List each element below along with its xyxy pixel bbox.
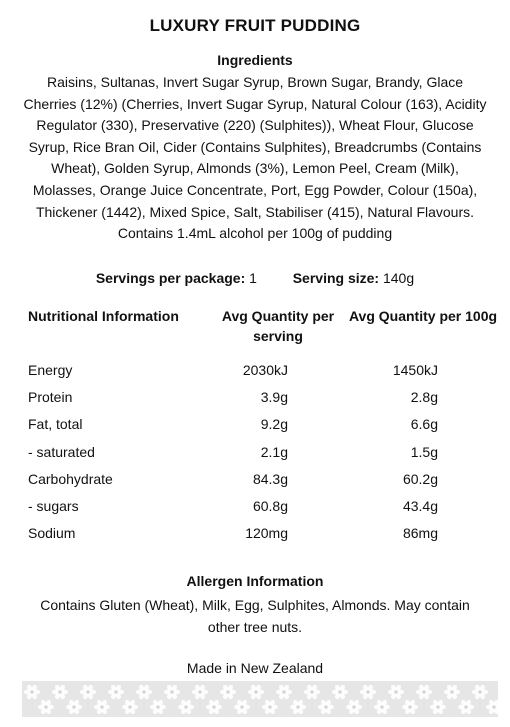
table-row [28, 465, 498, 492]
flower-icon [262, 699, 278, 715]
flower-icon [360, 684, 376, 700]
column-header-per-serving: Avg Quantity per serving [221, 308, 335, 344]
flower-icon [486, 699, 498, 715]
nutrition-header-row [28, 306, 498, 356]
flower-icon [374, 699, 390, 715]
table-row [28, 411, 498, 438]
flower-icon [332, 684, 348, 700]
per-serving-value: 9.2g [260, 416, 288, 433]
flower-icon [318, 699, 334, 715]
flower-icon [402, 699, 418, 715]
flower-icon [52, 684, 68, 700]
nutrient-name: Carbohydrate [28, 470, 113, 487]
servings-per-package-value: 1 [249, 270, 257, 286]
nutrient-name: - sugars [28, 498, 79, 515]
allergen-heading: Allergen Information [186, 573, 324, 589]
flower-icon [192, 684, 208, 700]
flower-icon [304, 684, 320, 700]
flower-icon [94, 699, 110, 715]
nutrient-name: - saturated [28, 443, 95, 460]
flower-icon [136, 684, 152, 700]
per-100g-value: 1.5g [410, 443, 438, 460]
nutrient-name: Fat, total [28, 416, 83, 433]
ingredients-text: Raisins, Sultanas, Invert Sugar Syrup, Brown Sugar, Brandy, Glace Cherries (12%) (Cherries, Invert Sugar Syrup, Natural Colour (163), Acidity Regulator (330), Preservative (220) (Sulphites)), Wheat Flour, Glucose Syrup, Rice Bran Oil, Cider (Contains Sulphites), Breadcrumbs (Contains Wheat), Golden Syrup, Almonds (3%), Lemon Peel, Cream (Milk), Molasses, Orange Juice Concentrate, Port, Egg Powder, Colour (150a), Thickener (1442), Mixed Spice, Salt, Stabiliser (415), Natural Flavours. Contains 1.4mL alcohol per 100g of pudding [23, 74, 487, 242]
flower-icon [346, 699, 362, 715]
table-row [28, 438, 498, 465]
per-100g-value: 86mg [402, 525, 438, 542]
serving-size-value: 140g [382, 270, 415, 286]
flower-icon [80, 684, 96, 700]
product-title: LUXURY FRUIT PUDDING [149, 16, 361, 35]
table-row [28, 383, 498, 410]
per-100g-value: 1450kJ [392, 361, 438, 378]
flower-icon [164, 684, 180, 700]
table-row [28, 492, 498, 519]
flower-icon [234, 699, 250, 715]
column-header-per-100g: Avg Quantity per 100g [348, 308, 498, 324]
flower-icon [24, 684, 40, 700]
serving-size-label: Serving size: [292, 270, 380, 286]
nutrient-name: Energy [28, 361, 73, 378]
per-serving-value: 120mg [245, 525, 288, 542]
flower-icon [108, 684, 124, 700]
per-100g-value: 43.4g [402, 498, 438, 515]
flower-icon [276, 684, 292, 700]
allergen-text: Contains Gluten (Wheat), Milk, Egg, Sulphites, Almonds. May contain other tree nuts. [40, 597, 470, 635]
flower-icon [430, 699, 446, 715]
country-of-origin: Made in New Zealand [186, 660, 324, 676]
flower-icon [220, 684, 236, 700]
per-100g-value: 60.2g [402, 470, 438, 487]
flower-icon [290, 699, 306, 715]
ingredients-heading: Ingredients [217, 52, 293, 68]
per-serving-value: 3.9g [260, 388, 288, 405]
per-serving-value: 60.8g [252, 498, 288, 515]
flower-icon [178, 699, 194, 715]
flower-icon [472, 684, 488, 700]
decorative-floral-border [22, 681, 498, 717]
per-100g-value: 2.8g [410, 388, 438, 405]
nutrient-name: Protein [28, 388, 73, 405]
flower-icon [206, 699, 222, 715]
flower-icon [122, 699, 138, 715]
flower-icon [416, 684, 432, 700]
table-row [28, 520, 498, 547]
flower-icon [444, 684, 460, 700]
per-serving-value: 84.3g [252, 470, 288, 487]
flower-icon [66, 699, 82, 715]
flower-pattern [22, 681, 498, 717]
per-serving-value: 2030kJ [242, 361, 288, 378]
flower-icon [458, 699, 474, 715]
per-serving-value: 2.1g [260, 443, 288, 460]
servings-per-package-label: Servings per package: [95, 270, 246, 286]
per-100g-value: 6.6g [410, 416, 438, 433]
flower-icon [388, 684, 404, 700]
flower-icon [248, 684, 264, 700]
column-header-nutritional-information: Nutritional Information [28, 308, 179, 324]
table-row [28, 356, 498, 383]
servings-line [0, 270, 510, 286]
flower-icon [38, 699, 54, 715]
nutrition-table [28, 306, 498, 547]
flower-icon [150, 699, 166, 715]
nutrient-name: Sodium [28, 525, 76, 542]
